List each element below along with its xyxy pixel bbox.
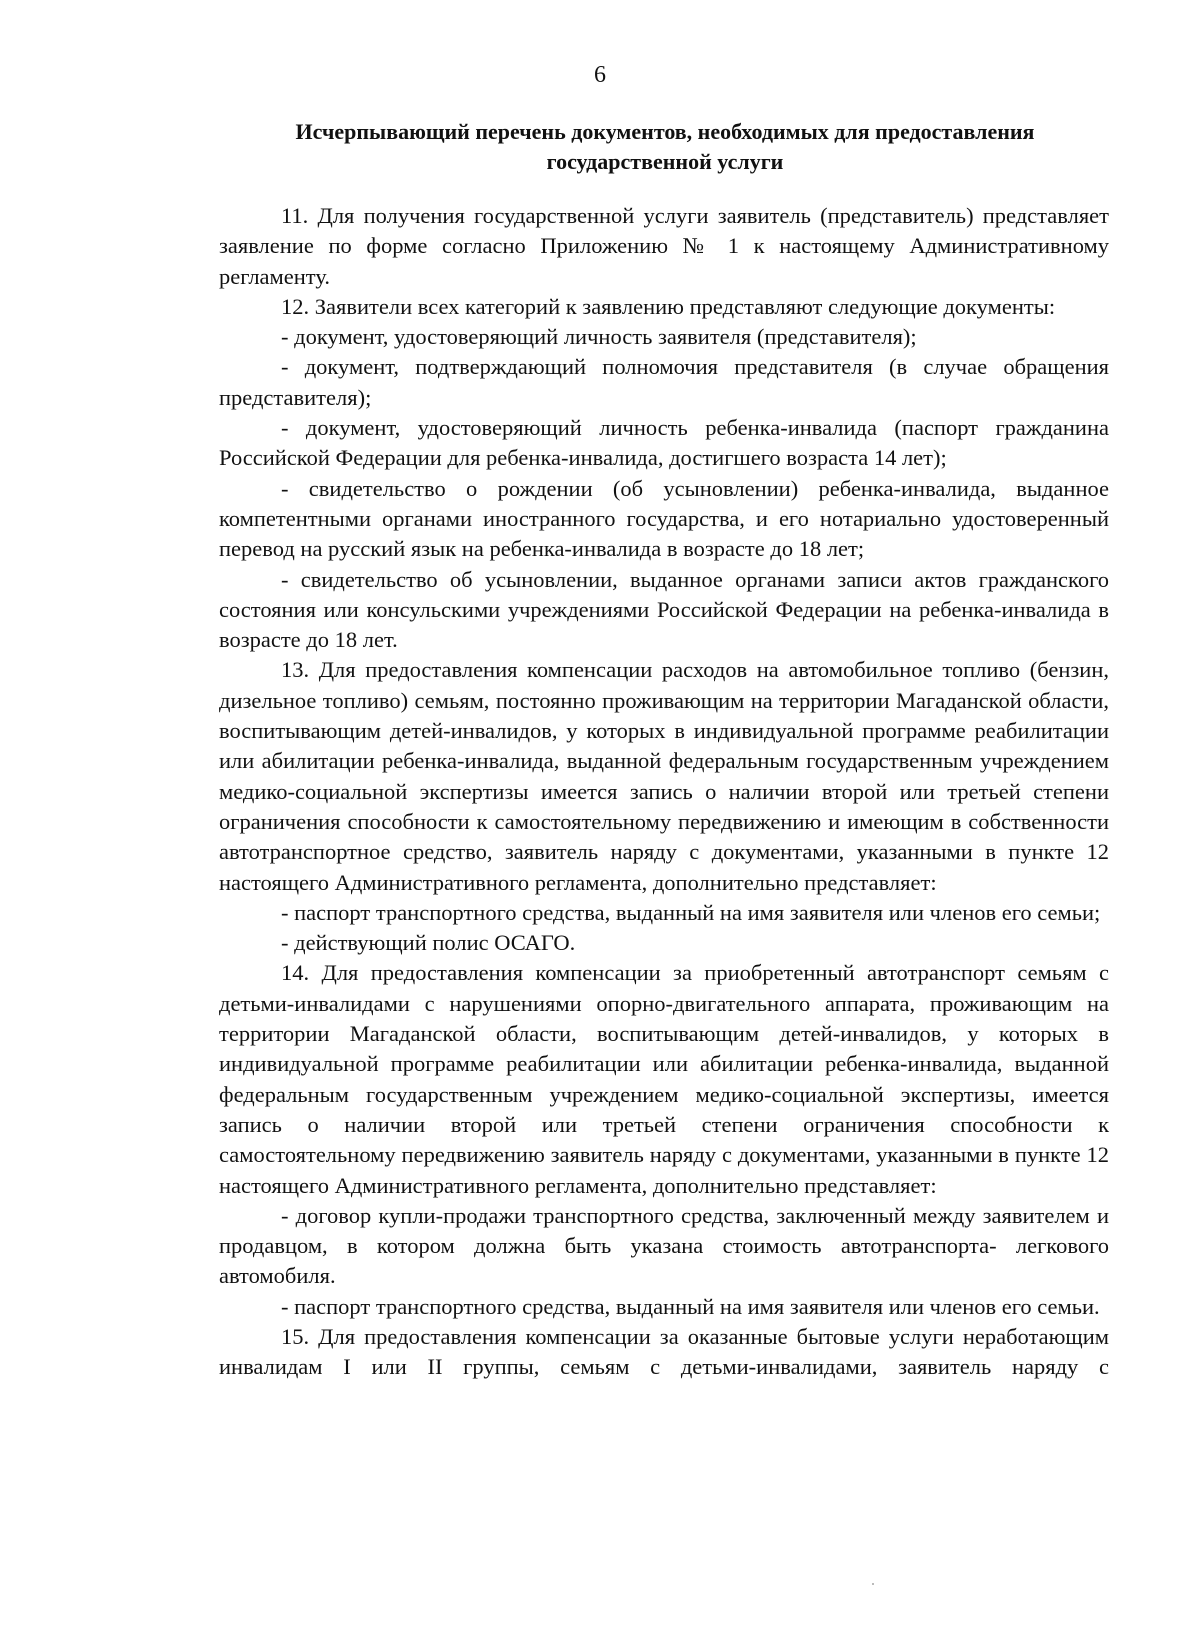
paragraph-11: 11. Для получения государственной услуги заявитель (представитель) представляет заявление по форме согласно Приложению № 1 к настоящему Административному регламенту. <box>219 203 1109 289</box>
list-item-foreign-birth-certificate: - свидетельство о рождении (об усыновлении) ребенка-инвалида, выданное компетентными органами иностранного государства, и его нотариально удостоверенный перевод на русский язык на ребенка-инвалида в возрасте до 18 лет; <box>219 475 1109 562</box>
list-item-applicant-id: - документ, удостоверяющий личность заявителя (представителя); <box>281 324 917 350</box>
list-item-representative-authority: - документ, подтверждающий полномочия представителя (в случае обращения представителя); <box>219 354 1109 410</box>
list-item-vehicle-passport: - паспорт транспортного средства, выданный на имя заявителя или членов его семьи; <box>281 899 1101 925</box>
page-number: 6 <box>594 62 606 88</box>
list-item-adoption-certificate: - свидетельство об усыновлении, выданное органами записи актов гражданского состояния или консульскими учреждениями Российской Федерации на ребенка-инвалида в возрасте до 18 лет. <box>219 566 1109 653</box>
list-item-vehicle-passport-2: - паспорт транспортного средства, выданный на имя заявителя или членов его семьи. <box>281 1293 1100 1319</box>
list-item-sale-contract: - договор купли-продажи транспортного средства, заключенный между заявителем и продавцом, в котором должна быть указана стоимость автотранспорта- легкового автомобиля. <box>219 1202 1109 1289</box>
list-item-osago-policy: - действующий полис ОСАГО. <box>281 930 576 956</box>
document-body <box>219 201 1109 1383</box>
paragraph-15: 15. Для предоставления компенсации за оказанные бытовые услуги неработающим инвалидам I или II группы, семьям с детьми-инвалидами, заявитель наряду с <box>219 1323 1109 1380</box>
paragraph-13: 13. Для предоставления компенсации расходов на автомобильное топливо (бензин, дизельное топливо) семьям, постоянно проживающим на территории Магаданской области, воспитывающим детей-инвалидов, у которых в индивидуальной программе реабилитации или абилитации ребенка-инвалида, выданной федеральным государственным учреждением медико-социальной экспертизы имеется запись о наличии второй или третьей степени ограничения способности к самостоятельному передвижению и имеющим в собственности автотранспортное средство, заявитель наряду с документами, указанными в пункте 12 настоящего Административного регламента, дополнительно представляет: <box>219 657 1109 895</box>
section-heading: Исчерпывающий перечень документов, необходимых для предоставления государственной услуги <box>295 119 1035 174</box>
scan-artifact <box>872 1583 874 1585</box>
list-item-child-id: - документ, удостоверяющий личность ребенка-инвалида (паспорт гражданина Российской Федерации для ребенка-инвалида, достигшего возраста 14 лет); <box>219 415 1109 471</box>
paragraph-12: 12. Заявители всех категорий к заявлению представляют следующие документы: <box>281 293 1056 319</box>
paragraph-14: 14. Для предоставления компенсации за приобретенный автотранспорт семьям с детьми-инвалидами с нарушениями опорно-двигательного аппарата, проживающим на территории Магаданской области, воспитывающим детей-инвалидов, у которых в индивидуальной программе реабилитации или абилитации ребенка-инвалида, выданной федеральным государственным учреждением медико-социальной экспертизы, имеется запись о наличии второй или третьей степени ограничения способности к самостоятельному передвижению заявитель наряду с документами, указанными в пункте 12 настоящего Административного регламента, дополнительно представляет: <box>219 960 1109 1198</box>
